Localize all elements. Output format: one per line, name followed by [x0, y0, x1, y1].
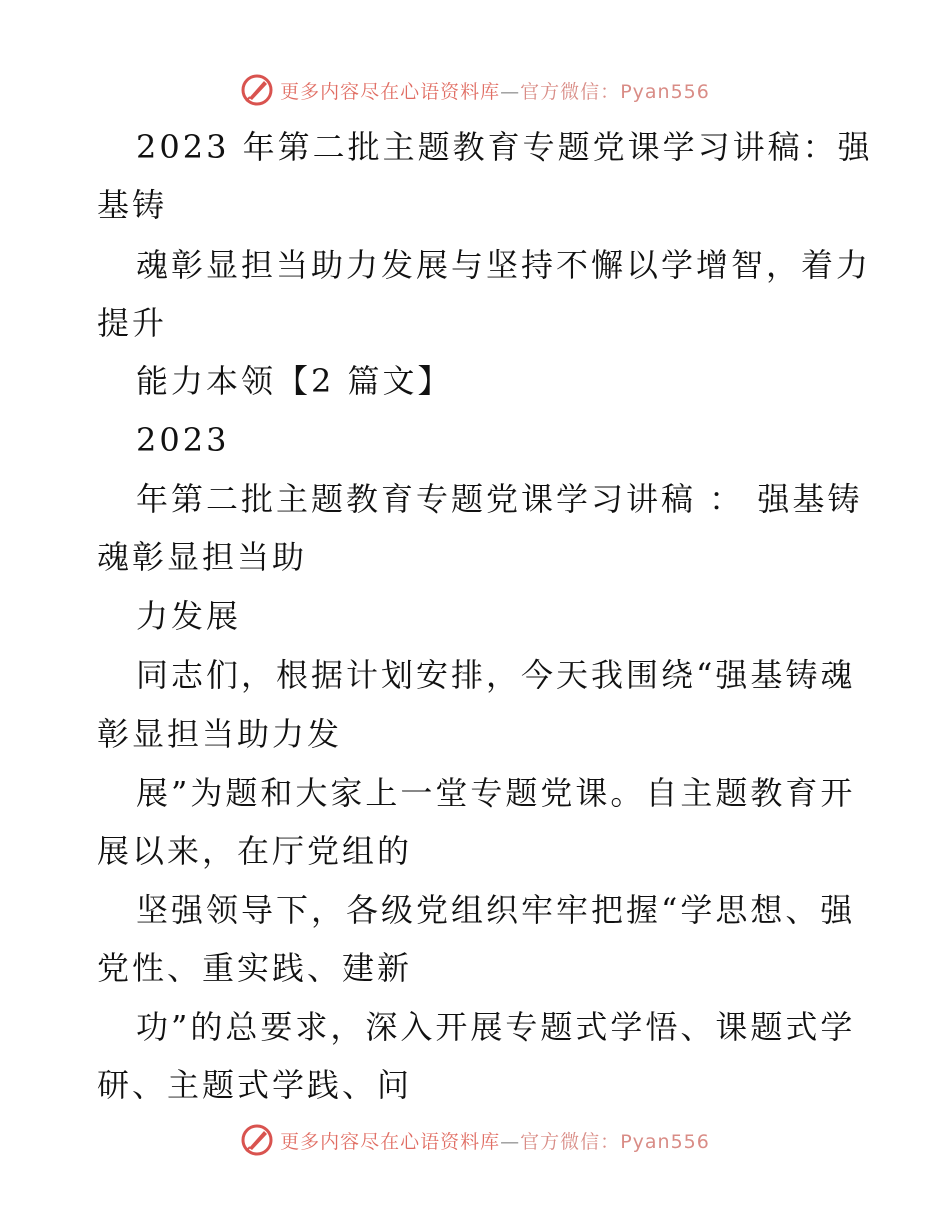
watermark-text: 更多内容尽在心语资料库—官方微信：Pyan556 [280, 80, 710, 103]
paragraph-line: 坚强领导下，各级党组织牢牢把握“学思想、强 [136, 891, 856, 929]
header-watermark [0, 70, 950, 110]
subtitle-line: 魂彰显担当助 [97, 538, 308, 576]
title-line: 2023 年第二批主题教育专题党课学习讲稿：强 [136, 128, 873, 166]
subtitle-line: 2023 [136, 421, 230, 459]
paragraph-line: 展以来，在厅党组的 [97, 832, 413, 870]
paragraph-line: 党性、重实践、建新 [97, 949, 413, 987]
subtitle-line: 年第二批主题教育专题党课学习讲稿 ： 强基铸 [136, 480, 863, 518]
paragraph-line: 研、主题式学践、问 [97, 1066, 413, 1104]
watermark-text: 更多内容尽在心语资料库—官方微信：Pyan556 [280, 1130, 710, 1153]
title-line: 能力本领【2 篇文】 [136, 362, 453, 400]
paragraph-line: 展”为题和大家上一堂专题党课。自主题教育开 [136, 774, 856, 812]
title-line: 魂彰显担当助力发展与坚持不懈以学增智，着力 [136, 246, 872, 284]
title-line: 提升 [97, 304, 168, 342]
paragraph-line: 功”的总要求，深入开展专题式学悟、课题式学 [136, 1008, 856, 1046]
footer-watermark [0, 1120, 950, 1160]
paragraph-line: 彰显担当助力发 [97, 715, 343, 753]
subtitle-line: 力发展 [136, 597, 242, 635]
paragraph-line: 同志们，根据计划安排，今天我围绕“强基铸魂 [136, 656, 856, 694]
quill-pen-logo-icon [240, 73, 274, 107]
title-line: 基铸 [97, 186, 168, 224]
quill-pen-logo-icon [240, 1123, 274, 1157]
